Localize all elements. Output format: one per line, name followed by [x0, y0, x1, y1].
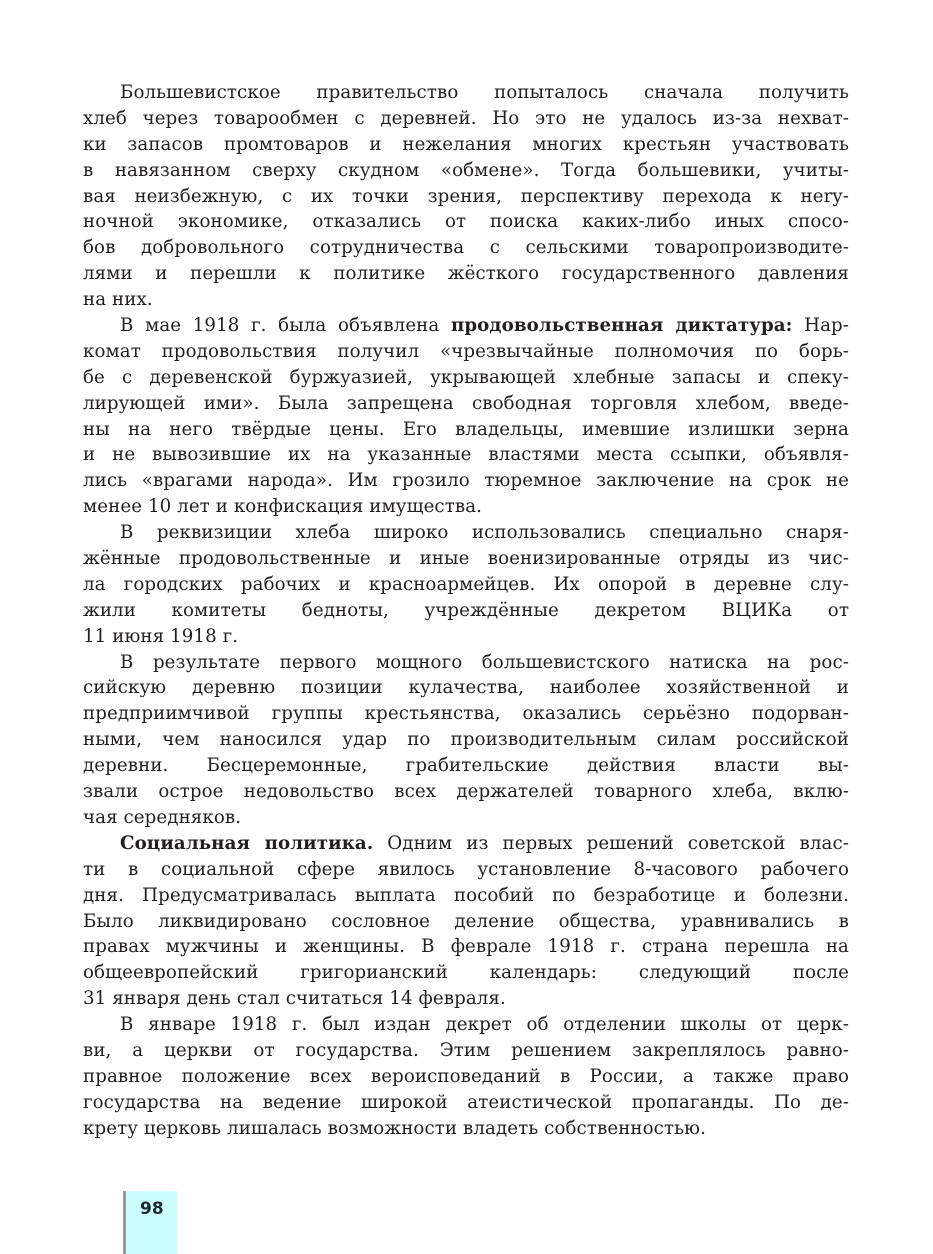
- text-line: ночной экономике, отказались от поиска каких-либо иных спосо-: [83, 211, 849, 233]
- text-line: 11 июня 1918 г.: [83, 625, 239, 647]
- text-run: Одним из первых решений советской влас-: [373, 832, 849, 854]
- text-line: вая неизбежную, с их точки зрения, перспективу перехода к нery-: [83, 185, 849, 207]
- text-run: Нар-: [792, 315, 849, 337]
- text-line: предприимчивой группы крестьянства, оказались серьёзно подорван-: [83, 703, 849, 725]
- paragraph-social-policy: [83, 831, 849, 1012]
- text-line: комат продовольствия получил «чрезвычайные полномочия по борь-: [83, 340, 849, 362]
- text-line: В результате первого мощного большевистского натиска на рос-: [120, 651, 849, 673]
- text-line: ными, чем наносился удар по производительным силам российской: [83, 729, 849, 751]
- text-line: лись «врагами народа». Им грозило тюремное заключение на срок не: [83, 470, 849, 492]
- text-line: В реквизиции хлеба широко использовались специально снаря-: [120, 522, 849, 544]
- page-number-tab: [123, 1191, 177, 1254]
- term-food-dictatorship: продовольственная диктатура:: [450, 315, 793, 337]
- text-line: ки запасов промтоваров и нежелания многих крестьян участвовать: [83, 133, 849, 155]
- paragraph-grain-exchange: [83, 80, 849, 313]
- paragraph-kulaks: [83, 650, 849, 831]
- text-line: звали острое недовольство всех держателей товарного хлеба, вклю-: [83, 781, 849, 803]
- text-line: ви, а церкви от государства. Этим решением закреплялось равно-: [83, 1039, 849, 1061]
- page-number: 98: [140, 1199, 164, 1219]
- text-line: хлеб через товарообмен с деревней. Но это не удалось из-за нехват-: [83, 107, 849, 129]
- paragraph-food-dictatorship: [83, 313, 849, 520]
- text-line: Большевистское правительство попыталось сначала получить: [120, 82, 849, 103]
- text-line: лями и перешли к политике жёсткого государственного давления: [83, 263, 849, 285]
- text-line: чая середняков.: [83, 806, 242, 828]
- text-run: В мае 1918 г. была объявлена: [120, 315, 451, 337]
- text-line: на них.: [83, 289, 153, 311]
- text-line: деревни. Бесцеремонные, грабительские действия власти вы-: [83, 755, 849, 777]
- text-line: сийскую деревню позиции кулачества, наиболее хозяйственной и: [83, 677, 849, 699]
- paragraph-church-decree: [83, 1012, 849, 1141]
- body-text: [83, 80, 849, 1142]
- text-line: правах мужчины и женщины. В феврале 1918 г. страна перешла на: [83, 936, 849, 958]
- text-line: в навязанном сверху скудном «обмене». Тогда большевики, учиты-: [83, 159, 849, 181]
- text-line: дня. Предусматривалась выплата пособий по безработице и болезни.: [83, 884, 849, 906]
- text-line: бов добровольного сотрудничества с сельскими товаропроизводите-: [83, 237, 849, 259]
- text-line: бе с деревенской буржуазией, укрывающей хлебные запасы и спеку-: [83, 366, 849, 388]
- paragraph-requisition: [83, 520, 849, 649]
- text-line: 31 января день стал считаться 14 февраля.: [83, 988, 506, 1010]
- text-line: жили комитеты бедноты, учреждённые декретом ВЦИКа от: [83, 599, 849, 621]
- text-line: ны на него твёрдые цены. Его владельцы, имевшие излишки зерна: [83, 418, 849, 440]
- text-line: [83, 313, 849, 339]
- text-line: государства на ведение широкой атеистической пропаганды. По де-: [83, 1091, 849, 1113]
- text-line: крету церковь лишалась возможности владеть собственностью.: [83, 1117, 706, 1139]
- text-line: [83, 831, 849, 857]
- text-line: и не вывозившие их на указанные властями места ссыпки, объявля-: [83, 444, 849, 466]
- text-line: В январе 1918 г. был издан декрет об отделении школы от церк-: [120, 1014, 849, 1036]
- text-line: общеевропейский григорианский календарь: следующий после: [83, 962, 849, 984]
- text-line: ла городских рабочих и красноармейцев. Их опорой в деревне слу-: [83, 573, 849, 595]
- text-line: жённые продовольственные и иные военизированные отряды из чис-: [83, 548, 849, 570]
- text-line: Было ликвидировано сословное деление общества, уравнивались в: [83, 910, 849, 932]
- text-line: ти в социальной сфере явилось установление 8-часового рабочего: [83, 858, 849, 880]
- text-line: лирующей ими». Была запрещена свободная торговля хлебом, введе-: [83, 392, 849, 414]
- text-line: менее 10 лет и конфискация имущества.: [83, 496, 483, 518]
- text-line: правное положение всех вероисповеданий в России, а также право: [83, 1065, 849, 1087]
- heading-social-policy: Социальная политика.: [120, 832, 374, 854]
